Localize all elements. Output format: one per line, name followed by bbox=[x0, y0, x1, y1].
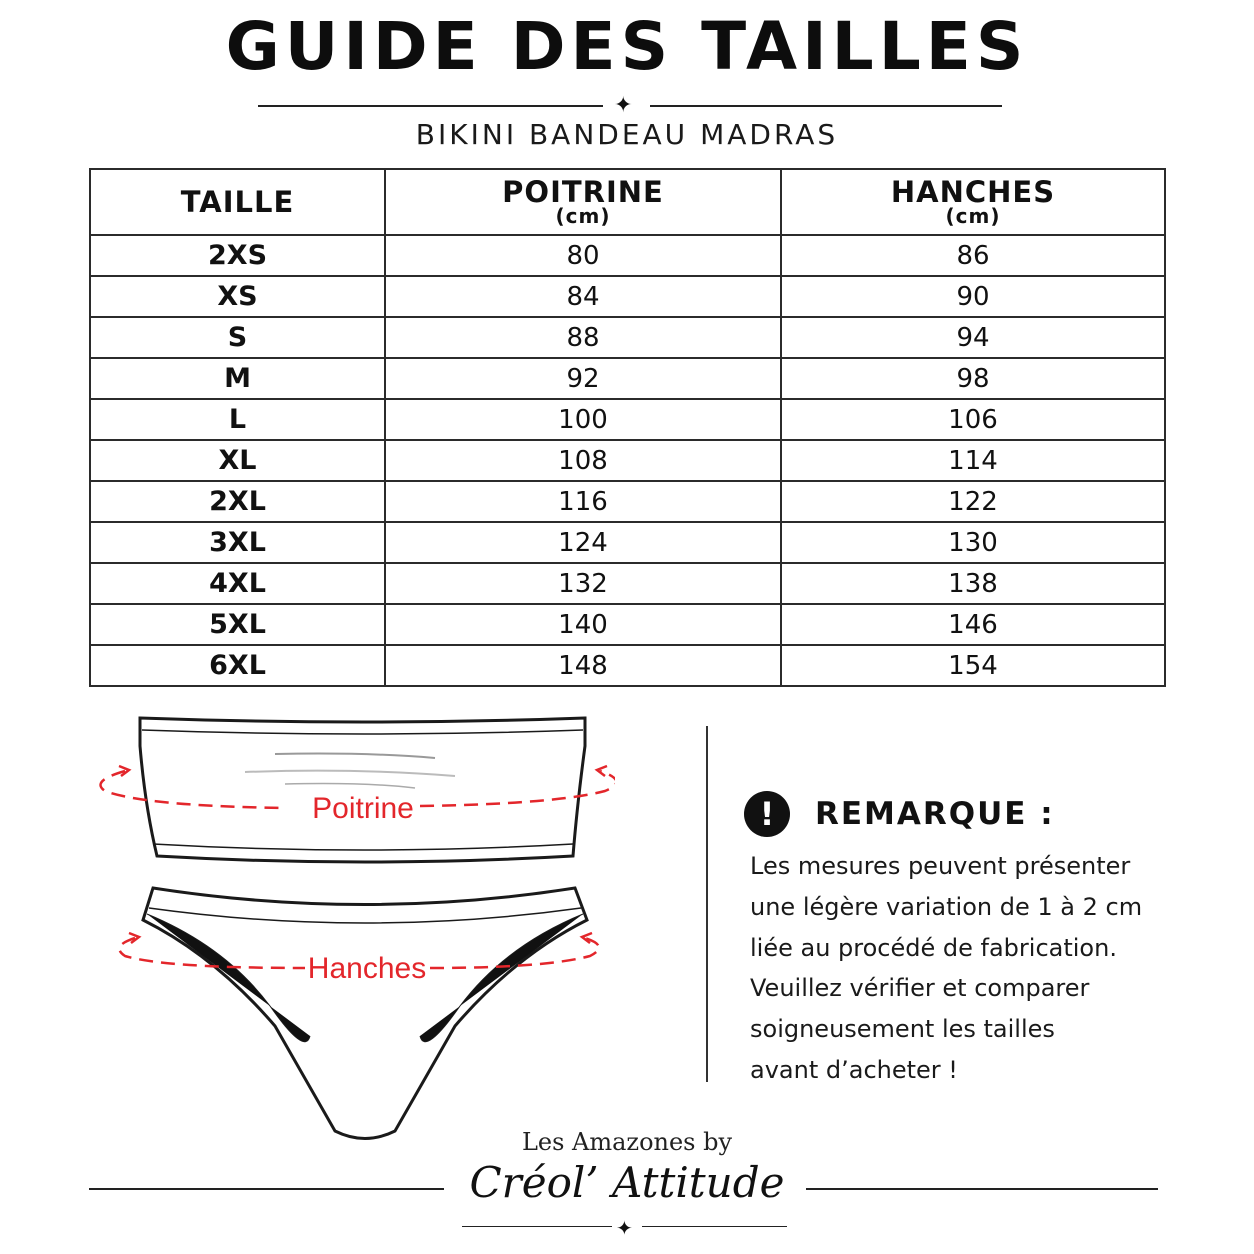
size-cell: 5XL bbox=[90, 604, 385, 645]
table-row bbox=[90, 440, 1165, 481]
page-title: GUIDE DES TAILLES bbox=[225, 8, 1029, 85]
table-row bbox=[90, 522, 1165, 563]
poitrine-cell: 140 bbox=[385, 604, 781, 645]
remark-line: liée au procédé de fabrication. bbox=[750, 933, 1117, 962]
size-cell: M bbox=[90, 358, 385, 399]
remark-line: Veuillez vérifier et comparer bbox=[750, 974, 1090, 1003]
bikini-briefs-drawing bbox=[143, 888, 587, 1139]
product-subtitle: BIKINI BANDEAU MADRAS bbox=[415, 118, 839, 151]
poitrine-cell: 116 bbox=[385, 481, 781, 522]
remark-text bbox=[750, 846, 1220, 1091]
size-cell: 6XL bbox=[90, 645, 385, 686]
brand-logo-script: Créol’ Attitude bbox=[469, 1158, 785, 1207]
divider-star-icon: ✦ bbox=[614, 93, 633, 118]
header-divider-right bbox=[650, 105, 1002, 107]
footer-underline-right bbox=[642, 1226, 787, 1227]
size-cell: 3XL bbox=[90, 522, 385, 563]
hanches-cell: 98 bbox=[781, 358, 1165, 399]
column-header-taille bbox=[90, 169, 385, 235]
table-row bbox=[90, 317, 1165, 358]
size-table bbox=[89, 168, 1166, 687]
poitrine-label: Poitrine bbox=[312, 792, 414, 825]
remark-title: REMARQUE : bbox=[815, 796, 1055, 832]
poitrine-cell: 92 bbox=[385, 358, 781, 399]
brand-name-line1: Les Amazones by bbox=[521, 1128, 733, 1156]
table-row bbox=[90, 481, 1165, 522]
hanches-cell: 86 bbox=[781, 235, 1165, 276]
poitrine-cell: 108 bbox=[385, 440, 781, 481]
hanches-label: Hanches bbox=[307, 952, 427, 985]
table-row bbox=[90, 358, 1165, 399]
hanches-cell: 94 bbox=[781, 317, 1165, 358]
section-divider bbox=[706, 726, 708, 1082]
poitrine-cell: 124 bbox=[385, 522, 781, 563]
remark-line: Les mesures peuvent présenter bbox=[750, 852, 1131, 880]
table-row bbox=[90, 563, 1165, 604]
hanches-cell: 130 bbox=[781, 522, 1165, 563]
table-row bbox=[90, 604, 1165, 645]
exclamation-icon: ! bbox=[744, 791, 790, 837]
poitrine-cell: 132 bbox=[385, 563, 781, 604]
footer-divider-right bbox=[806, 1188, 1158, 1190]
table-row bbox=[90, 235, 1165, 276]
poitrine-cell: 84 bbox=[385, 276, 781, 317]
remark-line: soigneusement les tailles bbox=[750, 1015, 1055, 1044]
poitrine-cell: 80 bbox=[385, 235, 781, 276]
column-header-label: HANCHES bbox=[890, 175, 1056, 209]
header-divider-left bbox=[258, 105, 603, 107]
hanches-cell: 138 bbox=[781, 563, 1165, 604]
hanches-cell: 122 bbox=[781, 481, 1165, 522]
bandeau-top-drawing bbox=[140, 718, 585, 862]
size-cell: S bbox=[90, 317, 385, 358]
hanches-cell: 146 bbox=[781, 604, 1165, 645]
footer-star-icon: ✦ bbox=[616, 1216, 633, 1240]
remark-line: avant d’acheter ! bbox=[750, 1055, 958, 1084]
remark-line: une légère variation de 1 à 2 cm bbox=[750, 892, 1143, 921]
size-cell: XS bbox=[90, 276, 385, 317]
table-header-row bbox=[90, 169, 1165, 235]
size-cell: 2XS bbox=[90, 235, 385, 276]
poitrine-cell: 148 bbox=[385, 645, 781, 686]
hanches-cell: 154 bbox=[781, 645, 1165, 686]
table-row bbox=[90, 399, 1165, 440]
hanches-cell: 106 bbox=[781, 399, 1165, 440]
table-row bbox=[90, 645, 1165, 686]
hanches-cell: 90 bbox=[781, 276, 1165, 317]
table-row bbox=[90, 276, 1165, 317]
size-cell: 2XL bbox=[90, 481, 385, 522]
column-header-label: TAILLE bbox=[180, 185, 295, 219]
bikini-illustration bbox=[95, 706, 615, 1156]
column-header-unit: (cm) bbox=[555, 204, 611, 228]
footer-divider-left bbox=[89, 1188, 444, 1190]
size-cell: XL bbox=[90, 440, 385, 481]
column-header-unit: (cm) bbox=[945, 204, 1001, 228]
poitrine-cell: 88 bbox=[385, 317, 781, 358]
column-header-poitrine bbox=[385, 169, 781, 235]
footer-underline-left bbox=[462, 1226, 612, 1227]
poitrine-cell: 100 bbox=[385, 399, 781, 440]
size-cell: L bbox=[90, 399, 385, 440]
hanches-cell: 114 bbox=[781, 440, 1165, 481]
size-cell: 4XL bbox=[90, 563, 385, 604]
column-header-hanches bbox=[781, 169, 1165, 235]
column-header-label: POITRINE bbox=[502, 175, 664, 209]
